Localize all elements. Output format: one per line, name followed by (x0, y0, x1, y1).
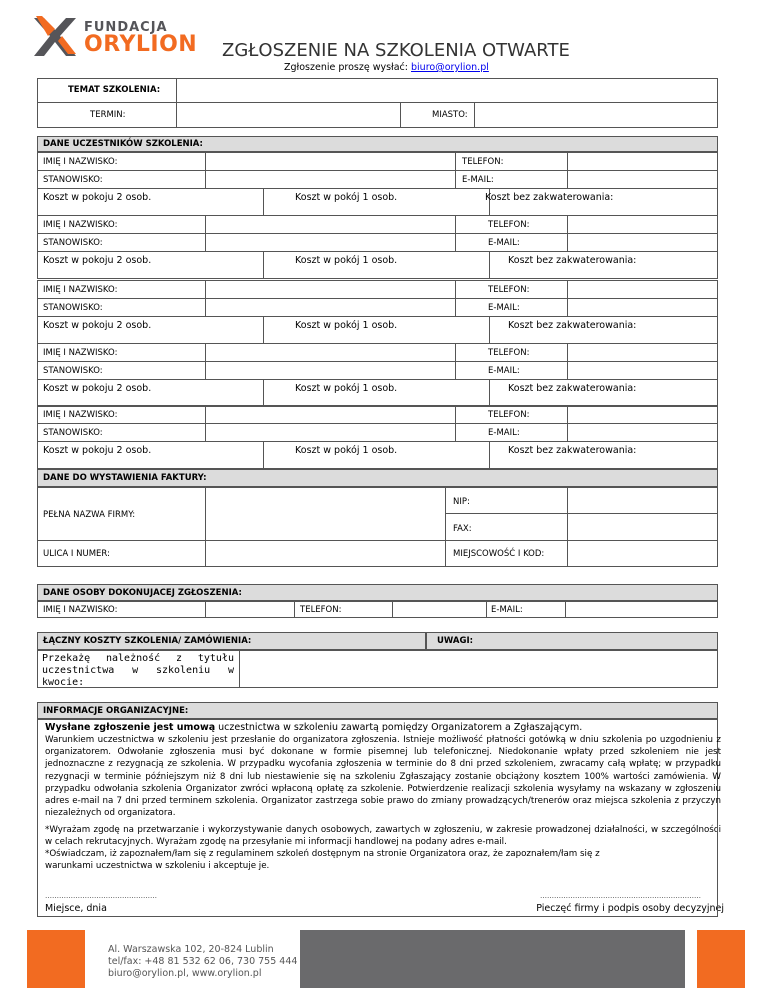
invoice-street-input[interactable] (206, 541, 445, 566)
invoice-nip-input[interactable] (568, 488, 717, 513)
participants-section-label: DANE UCZESTNIKÓW SZKOLENIA: (43, 139, 203, 149)
participant-phone-input[interactable] (568, 344, 717, 361)
participant-name-input[interactable] (206, 281, 455, 298)
participant-email-input[interactable] (568, 299, 717, 316)
participant-position-input[interactable] (206, 424, 455, 441)
footer-address: Al. Warszawska 102, 20-824 Lublin (108, 944, 274, 955)
participant-cost-none[interactable]: Koszt bez zakwaterowania: (508, 255, 637, 266)
participant-phone-input[interactable] (568, 406, 717, 423)
participant-position-input[interactable] (206, 362, 455, 379)
stamp-label: Pieczęć firmy i podpis osoby decyzyjnej (536, 903, 724, 914)
participant-name-label: IMIĘ I NAZWISKO: (43, 348, 118, 358)
invoice-street-label: ULICA I NUMER: (43, 549, 110, 559)
training-term-input[interactable] (177, 103, 400, 127)
invoice-section-label: DANE DO WYSTAWIENIA FAKTURY: (43, 473, 207, 483)
participant-cost-none[interactable]: Koszt bez zakwaterowania: (485, 192, 614, 203)
consent-text-2: *Oświadczam, iż zapoznałem/łam się z regulaminem szkoleń dostępnym na stronie Organizatora oraz, że zapoznałem/łam się z warunkami uczestnictwa w szkoleniu i akceptuje je. (45, 849, 600, 872)
place-date-dots: ………………………………………… (45, 892, 157, 900)
participant-cost-single[interactable]: Koszt w pokój 1 osob. (295, 320, 398, 331)
participant-email-label: E-MAIL: (488, 366, 520, 376)
remarks-label: UWAGI: (437, 636, 474, 646)
participant-phone-label: TELEFON: (488, 410, 530, 420)
invoice-city-code-label: MIEJSCOWOŚĆ I KOD: (453, 549, 545, 559)
participant-email-label: E-MAIL: (488, 238, 520, 248)
participant-phone-label: TELEFON: (488, 348, 530, 358)
participant-cost-double[interactable]: Koszt w pokoju 2 osob. (43, 445, 152, 456)
stamp-dots: …………………………………………………………… (540, 892, 701, 900)
participant-phone-input[interactable] (568, 216, 717, 233)
participant-email-input[interactable] (568, 362, 717, 379)
participant-email-label: E-MAIL: (462, 175, 494, 185)
training-city-label: MIASTO: (432, 110, 468, 120)
participant-position-label: STANOWISKO: (43, 366, 103, 376)
submitter-name-input[interactable] (206, 602, 294, 617)
participant-cost-double[interactable]: Koszt w pokoju 2 osob. (43, 192, 152, 203)
participant-name-input[interactable] (206, 153, 455, 170)
submitter-phone-label: TELEFON: (300, 605, 342, 615)
invoice-fax-input[interactable] (568, 514, 717, 540)
participant-name-label: IMIĘ I NAZWISKO: (43, 157, 118, 167)
participant-name-input[interactable] (206, 216, 455, 233)
participant-cost-single[interactable]: Koszt w pokój 1 osob. (295, 192, 398, 203)
transfer-text: Przekażę należność z tytułu uczestnictwa w szkoleniu w kwocie: (42, 653, 234, 688)
email-link[interactable]: biuro@orylion.pl (411, 62, 489, 73)
info-section-label: INFORMACJE ORGANIZACYJNE: (43, 706, 189, 716)
logo-mark-icon (32, 14, 78, 60)
participant-position-input[interactable] (206, 234, 455, 251)
participant-cost-double[interactable]: Koszt w pokoju 2 osob. (43, 383, 152, 394)
participant-name-label: IMIĘ I NAZWISKO: (43, 220, 118, 230)
participant-position-label: STANOWISKO: (43, 175, 103, 185)
participant-cost-single[interactable]: Koszt w pokój 1 osob. (295, 383, 398, 394)
footer-phone: tel/fax: +48 81 532 62 06, 730 755 444 (108, 956, 298, 967)
footer-orange-block-right (697, 930, 745, 988)
participant-email-input[interactable] (568, 424, 717, 441)
submitter-email-input[interactable] (566, 602, 717, 617)
participant-email-label: E-MAIL: (488, 428, 520, 438)
participant-position-label: STANOWISKO: (43, 428, 103, 438)
participant-cost-none[interactable]: Koszt bez zakwaterowania: (508, 383, 637, 394)
participant-cost-double[interactable]: Koszt w pokoju 2 osob. (43, 320, 152, 331)
invoice-company-label: PEŁNA NAZWA FIRMY: (43, 510, 136, 520)
training-topic-label: TEMAT SZKOLENIA: (68, 85, 161, 95)
invoice-fax-label: FAX: (453, 524, 472, 534)
invoice-company-input[interactable] (206, 488, 445, 540)
footer-web: biuro@orylion.pl, www.orylion.pl (108, 968, 262, 979)
invoice-city-code-input[interactable] (568, 541, 717, 566)
participant-cost-double[interactable]: Koszt w pokoju 2 osob. (43, 255, 152, 266)
participant-name-label: IMIĘ I NAZWISKO: (43, 285, 118, 295)
training-city-input[interactable] (475, 103, 717, 127)
participant-position-label: STANOWISKO: (43, 303, 103, 313)
participant-phone-label: TELEFON: (488, 285, 530, 295)
submitter-section-label: DANE OSOBY DOKONUJACEJ ZGŁOSZENIA: (43, 588, 242, 598)
info-lead: Wysłane zgłoszenie jest umową uczestnictwa w szkoleniu zawartą pomiędzy Organizatorem a Zgłaszającym. (45, 722, 583, 733)
training-topic-input[interactable] (177, 79, 717, 102)
submitter-phone-input[interactable] (393, 602, 486, 617)
participant-cost-none[interactable]: Koszt bez zakwaterowania: (508, 445, 637, 456)
participant-position-label: STANOWISKO: (43, 238, 103, 248)
participant-phone-input[interactable] (568, 281, 717, 298)
participant-cost-single[interactable]: Koszt w pokój 1 osob. (295, 445, 398, 456)
participant-email-input[interactable] (568, 171, 717, 188)
participant-position-input[interactable] (206, 299, 455, 316)
participant-email-input[interactable] (568, 234, 717, 251)
footer-gray-bar (300, 930, 685, 988)
logo-text-orylion: ORYLION (84, 32, 198, 57)
total-amount-input[interactable] (240, 651, 717, 687)
submitter-name-label: IMIĘ I NAZWISKO: (43, 605, 118, 615)
participant-name-input[interactable] (206, 406, 455, 423)
participant-phone-label: TELEFON: (462, 157, 504, 167)
training-term-label: TERMIN: (90, 110, 126, 120)
page-title: ZGŁOSZENIE NA SZKOLENIA OTWARTE (222, 40, 570, 61)
participant-name-label: IMIĘ I NAZWISKO: (43, 410, 118, 420)
participant-email-label: E-MAIL: (488, 303, 520, 313)
consent-text-1: *Wyrażam zgodę na przetwarzanie i wykorzystywanie danych osobowych, zawartych w zgłoszeniu, w zakresie prowadzonej działalności, w szczególności w celach rekrutacyjnych. Wyrażam zgodę na przesyłanie mi informacji handlowej na podany adres e-mail. (45, 825, 721, 848)
submitter-email-label: E-MAIL: (491, 605, 523, 615)
participant-phone-label: TELEFON: (488, 220, 530, 230)
total-label: ŁĄCZNY KOSZTY SZKOLENIA/ ZAMÓWIENIA: (43, 636, 252, 646)
participant-name-input[interactable] (206, 344, 455, 361)
invoice-nip-label: NIP: (453, 497, 470, 507)
participant-position-input[interactable] (206, 171, 455, 188)
logo-text-fundacja: FUNDACJA (84, 20, 168, 35)
place-date-label: Miejsce, dnia (45, 903, 107, 914)
participant-cost-none[interactable]: Koszt bez zakwaterowania: (508, 320, 637, 331)
participant-phone-input[interactable] (568, 153, 717, 170)
participant-cost-single[interactable]: Koszt w pokój 1 osob. (295, 255, 398, 266)
send-instruction: Zgłoszenie proszę wysłać: biuro@orylion.pl (284, 62, 489, 73)
logo (32, 12, 212, 62)
info-paragraph: Warunkiem uczestnictwa w szkoleniu jest przesłanie do organizatora zgłoszenia. Istnieje możliwość płatności gotówką w dniu szkolenia po uzgodnieniu z organizatorem. Odwołanie zgłoszenia musi być dokonane w formie pisemnej lub telefonicznej. Niedokonanie wpłaty przed szkoleniem nie jest jednoznaczne z rezygnacją ze szkolenia. W przypadku wycofania zgłoszenia w terminie do 8 dni przed szkoleniem, zwracamy całą wpłatę; w przypadku rezygnacji w terminie późniejszym niż 8 dni lub niestawienie się na szkoleniu Zgłaszający zostanie obciążony kosztem 100% wartości zamówienia. W przypadku odwołania szkolenia Organizator zwróci wpłaconą opłatę za szkolenie. Potwierdzenie realizacji szkolenia wysyłamy na wskazany w zgłoszeniu adres e-mail na 7 dni przed terminem szkolenia. Organizator zastrzega sobie prawo do zmiany prowadzących/trenerów oraz miejsca szkolenia z przyczyn niezależnych od organizatora. (45, 735, 721, 819)
footer-orange-block (27, 930, 85, 988)
